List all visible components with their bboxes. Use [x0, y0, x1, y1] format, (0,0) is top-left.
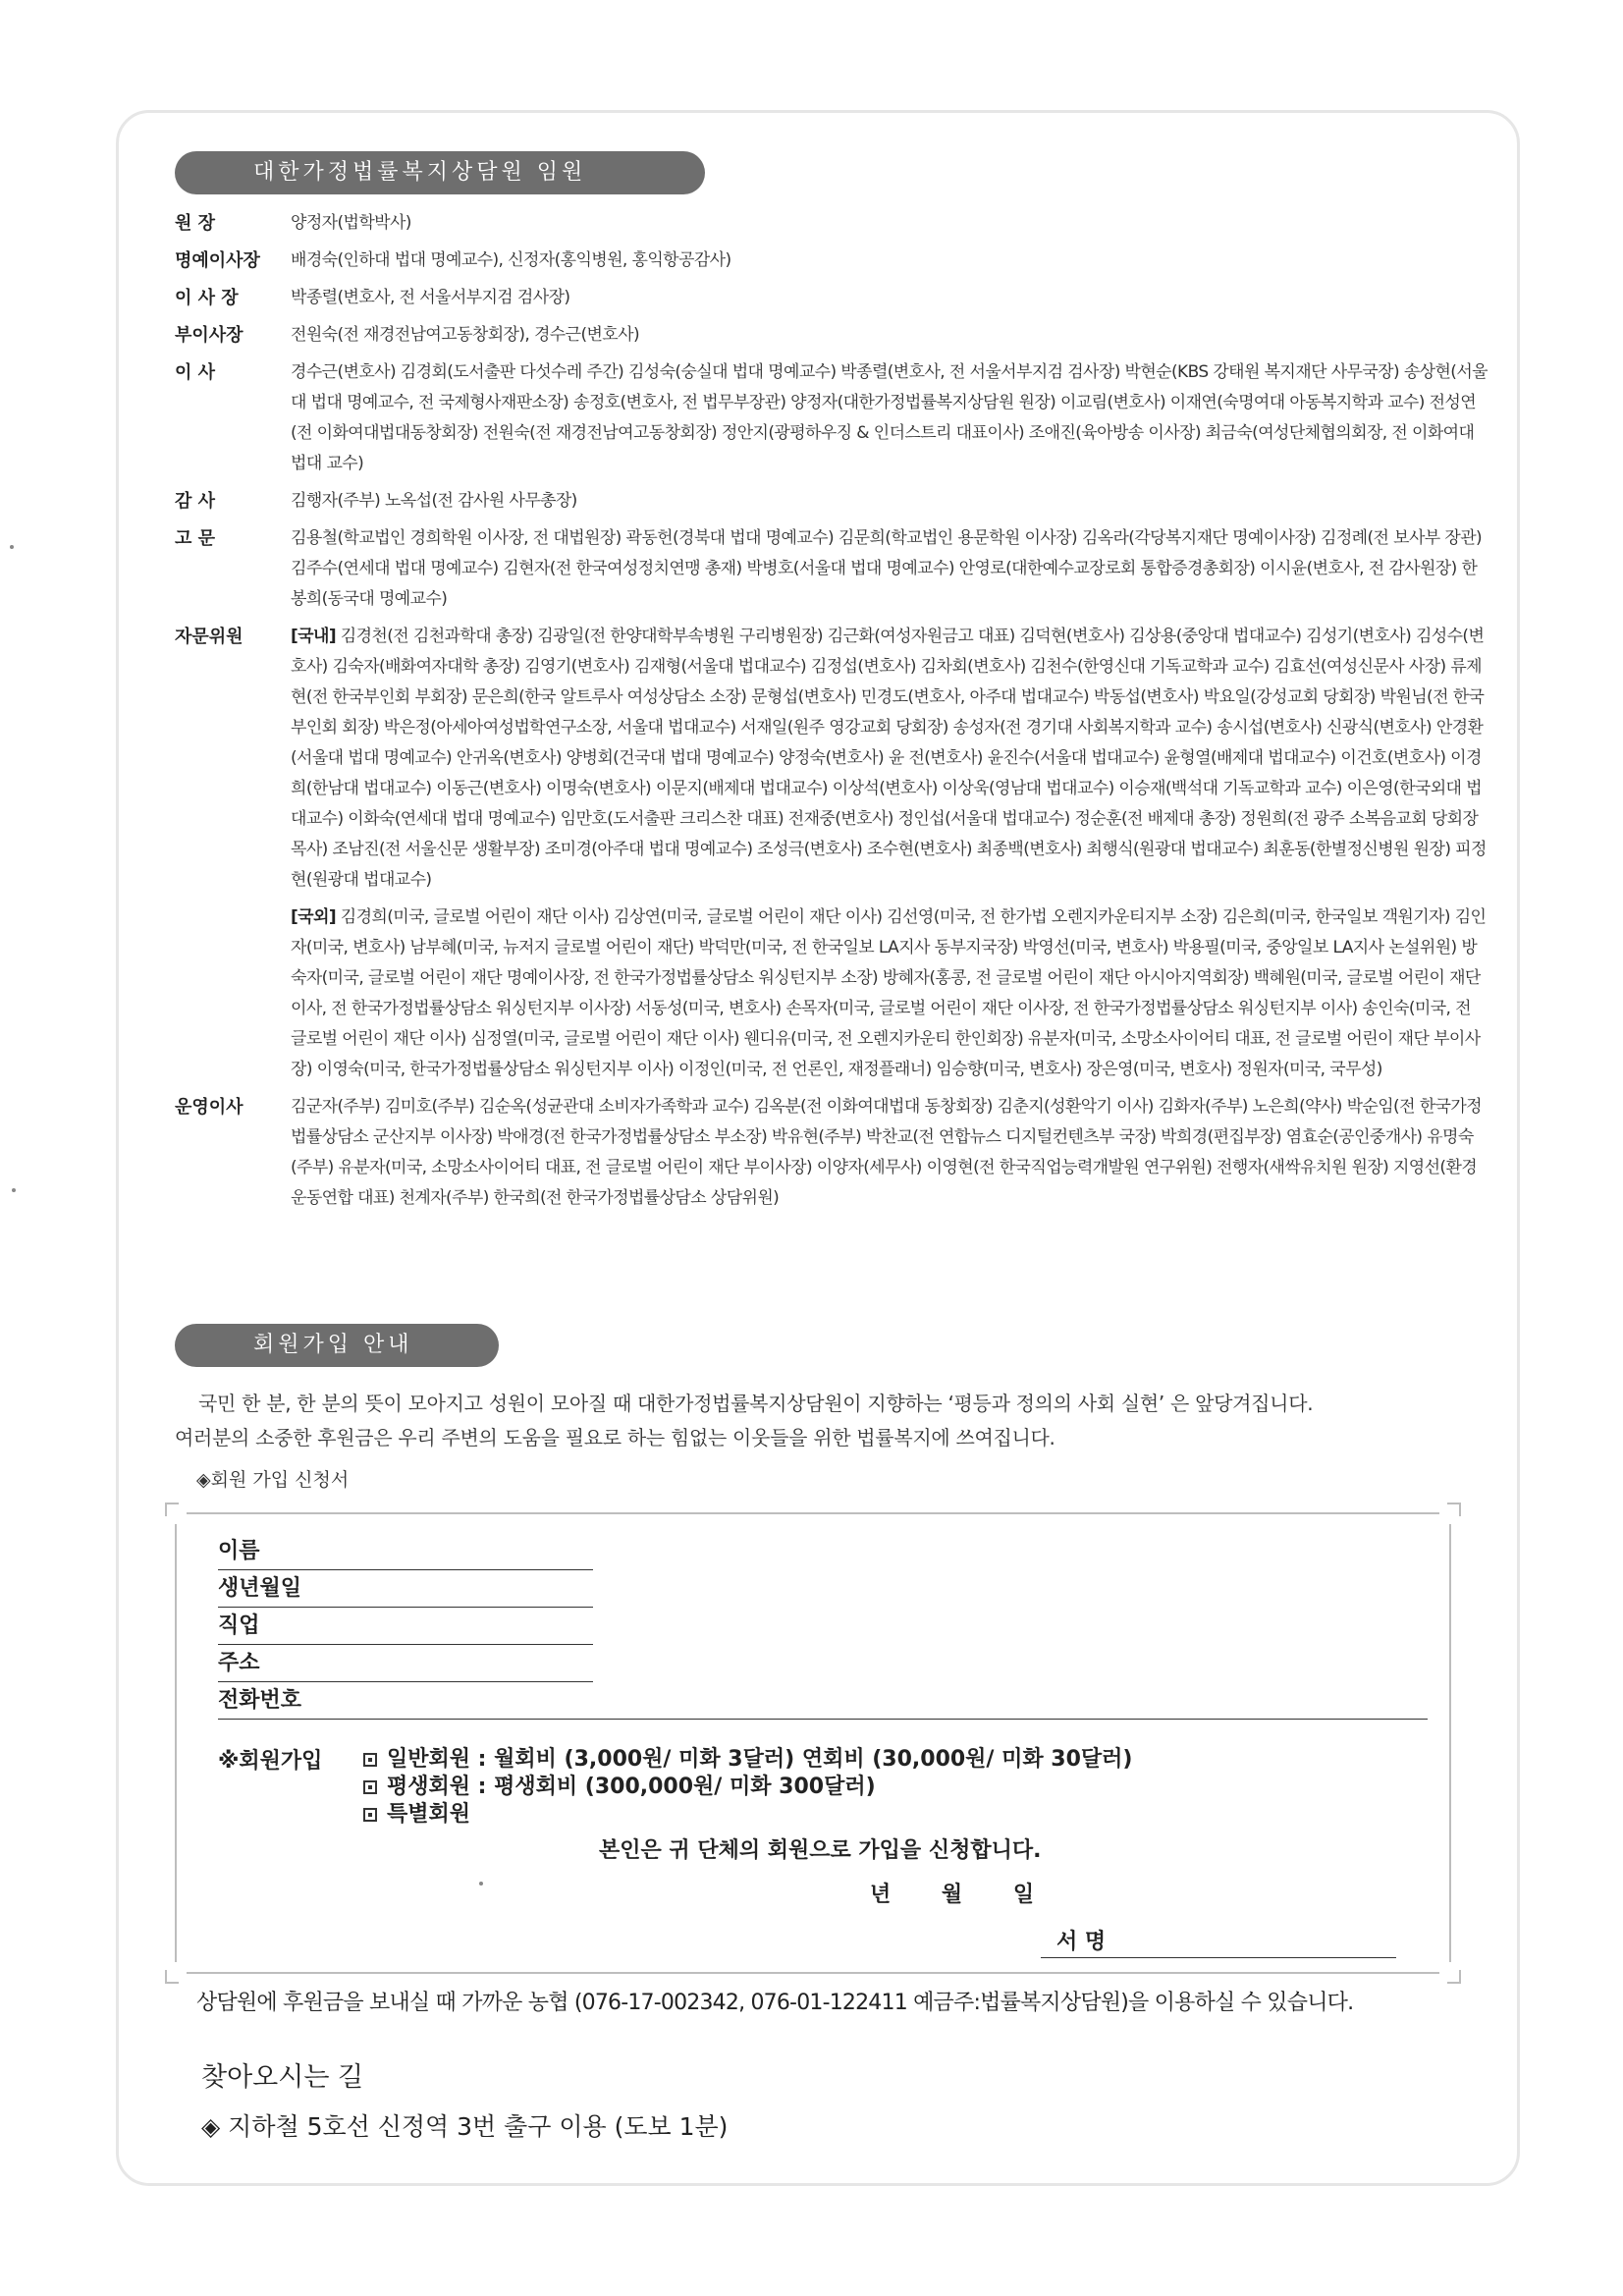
officer-row-chair: [175, 283, 1490, 313]
officer-names: 배경숙(인하대 법대 명예교수), 신정자(홍익병원, 홍익항공감사): [291, 250, 731, 270]
officer-names: 김군자(주부) 김미호(주부) 김순옥(성균관대 소비자가족학과 교수) 김옥분(전 이화여대법대 동창회장) 김춘지(성환악기 이사) 김화자(주부) 노은희(약사) 박순임(전 한국가정법률상담소 군산지부 이사장) 박애경(전 한국가정법률상담소 부소장) 박유현(주부) 박찬교(전 연합뉴스 디지털컨텐츠부 국장) 박희경(편집부장) 염효순(공인중개사) 유명숙(주부) 유분자(미국, 소망소사이어티 대표, 전 글로벌 어린이 재단 부이사장) 이양자(세무사) 이영현(전 한국직업능력개발원 연구위원) 전행자(새싹유치원 원장) 지영선(환경운동연합 대표) 천계자(주부) 한국희(전 한국가정법률상담소 상담위원): [291, 1097, 1483, 1208]
application-statement: 본인은 귀 단체의 회원으로 가입을 신청합니다.: [599, 1838, 1042, 1863]
officer-names: [291, 902, 1490, 1085]
name-field[interactable]: 이름: [218, 1534, 593, 1570]
role-label: 자문위원: [175, 627, 243, 647]
officers-list: [175, 208, 1490, 1221]
role-label: 운영이사: [175, 1097, 243, 1118]
officer-names: 김행자(주부) 노옥섭(전 감사원 사무총장): [291, 491, 577, 511]
directions-title: 찾아오시는 길: [201, 2062, 364, 2093]
role-label: 명예이사장: [175, 250, 260, 271]
overseas-subheading: [국외]: [291, 907, 336, 927]
officers-section-title: 대한가정법률복지상담원 임원: [175, 151, 705, 194]
officer-row-operating-directors: [175, 1092, 1490, 1214]
officer-names: 양정자(법학박사): [291, 213, 411, 233]
scan-speck: [479, 1882, 483, 1886]
officer-names: [291, 622, 1490, 896]
officer-row-auditors: [175, 486, 1490, 517]
role-label: 감 사: [175, 491, 216, 512]
phone-field[interactable]: 전화번호: [218, 1683, 1428, 1720]
membership-intro: [175, 1387, 1490, 1455]
frame-corner: [1439, 1962, 1461, 1984]
birthdate-field[interactable]: 생년월일: [218, 1571, 593, 1608]
intro-line-2: 여러분의 소중한 후원금은 우리 주변의 도움을 필요로 하는 힘없는 이웃들을 위한 법률복지에 쓰여집니다.: [175, 1426, 1055, 1449]
frame-corner: [1439, 1503, 1461, 1524]
checkbox-icon[interactable]: [363, 1808, 377, 1822]
frame-corner: [165, 1962, 187, 1984]
officer-row-advisors: [175, 523, 1490, 615]
date-line[interactable]: 년 월 일: [870, 1883, 1035, 1907]
membership-form: [175, 1512, 1451, 1974]
option-label: 특별회원: [387, 1802, 471, 1827]
role-label: 부이사장: [175, 325, 243, 346]
role-label: 이 사: [175, 362, 216, 383]
occupation-field[interactable]: 직업: [218, 1609, 593, 1645]
officer-row-honorary-chair: [175, 246, 1490, 276]
domestic-names: 김경천(전 김천과학대 총장) 김광일(전 한양대학부속병원 구리병원장) 김근화(여성자원금고 대표) 김덕현(변호사) 김상용(중앙대 법대교수) 김성기(변호사) 김성수(변호사) 김숙자(배화여자대학 총장) 김영기(변호사) 김재형(서울대 법대교수) 김정섭(변호사) 김차회(변호사) 김천수(한영신대 기독교학과 교수) 김효선(여성신문사 사장) 류제현(전 한국부인회 부회장) 문은희(한국 알트루사 여성상담소 소장) 문형섭(변호사) 민경도(변호사, 아주대 법대교수) 박동섭(변호사) 박요일(강성교회 당회장) 박원님(전 한국부인회 회장) 박은정(아세아여성법학연구소장, 서울대 법대교수) 서재일(원주 영강교회 당회장) 송성자(전 경기대 사회복지학과 교수) 송시섭(변호사) 신광식(변호사) 안경환(서울대 법대 명예교수) 안귀옥(변호사) 양병회(건국대 법대 명예교수) 양정숙(변호사) 윤 전(변호사) 윤진수(서울대 법대교수) 윤형열(배제대 법대교수) 이건호(변호사) 이경희(한남대 법대교수) 이동근(변호사) 이명숙(변호사) 이문지(배제대 법대교수) 이상석(변호사) 이상욱(영남대 법대교수) 이승재(백석대 기독교학과 교수) 이은영(한국외대 법대교수) 이화숙(연세대 법대 명예교수) 임만호(도서출판 크리스찬 대표) 전재중(변호사) 정인섭(서울대 법대교수) 정순훈(전 배제대 총장) 정원희(전 광주 소복음교회 당회장 목사) 조남진(전 서울신문 생활부장) 조미경(아주대 법대 명예교수) 조성극(변호사) 조수현(변호사) 최종백(변호사) 최행식(원광대 법대교수) 최훈동(한별정신병원 원장) 피정현(원광대 법대교수): [291, 627, 1487, 890]
membership-type-label: ※회원가입: [218, 1749, 323, 1774]
frame-corner: [165, 1503, 187, 1524]
domestic-subheading: [국내]: [291, 627, 336, 646]
signature-field[interactable]: 서 명: [1041, 1925, 1396, 1958]
option-label: 일반회원 : 월회비 (3,000원/ 미화 3달러) 연회비 (30,000원/ 미화 30달러): [387, 1747, 1133, 1772]
officer-row-vice-chair: [175, 320, 1490, 351]
intro-line-1: 국민 한 분, 한 분의 뜻이 모아지고 성원이 모아질 때 대한가정법률복지상담원이 지향하는 ‘평등과 정의의 사회 실현’ 은 앞당겨집니다.: [198, 1392, 1314, 1415]
option-label: 평생회원 : 평생회비 (300,000원/ 미화 300달러): [387, 1775, 876, 1799]
officer-row-consultants-overseas: [175, 902, 1490, 1085]
bank-account-note: 상담원에 후원금을 보내실 때 가까운 농협 (076-17-002342, 076-01-122411 예금주:법률복지상담원)을 이용하실 수 있습니다.: [196, 1991, 1354, 2015]
role-label: 원 장: [175, 213, 216, 234]
checkbox-icon[interactable]: [363, 1780, 377, 1794]
checkbox-icon[interactable]: [363, 1753, 377, 1767]
officer-names: 경수근(변호사) 김경회(도서출판 다섯수레 주간) 김성숙(숭실대 법대 명예교수) 박종렬(변호사, 전 서울서부지검 검사장) 박현순(KBS 강태원 복지재단 사무국장) 송상현(서울대 법대 명예교수, 전 국제형사재판소장) 송정호(변호사, 전 법무부장관) 양정자(대한가정법률복지상담원 원장) 이교림(변호사) 이재연(숙명여대 아동복지학과 교수) 전성연(전 이화여대법대동창회장) 전원숙(전 재경전남여고동창회장) 정안지(광평하우징 & 인더스트리 대표이사) 조애진(육아방송 이사장) 최금숙(여성단체협의회장, 전 이화여대 법대 교수): [291, 362, 1488, 473]
officer-names: 김용철(학교법인 경희학원 이사장, 전 대법원장) 곽동헌(경북대 법대 명예교수) 김문희(학교법인 용문학원 이사장) 김옥라(각당복지재단 명예이사장) 김정례(전 보사부 장관) 김주수(연세대 법대 명예교수) 김현자(전 한국여성정치연맹 총재) 박병호(서울대 법대 명예교수) 안영로(대한예수교장로회 통합증경총회장) 이시윤(변호사, 전 감사원장) 한봉희(동국대 명예교수): [291, 528, 1483, 609]
role-label: 이 사 장: [175, 288, 239, 308]
officer-row-consultants-domestic: [175, 622, 1490, 896]
scan-speck: [12, 1188, 16, 1192]
scan-speck: [10, 545, 14, 549]
membership-section-title: 회원가입 안내: [175, 1324, 499, 1367]
option-regular-member[interactable]: [363, 1746, 1132, 1774]
officer-names: 전원숙(전 재경전남여고동창회장), 경수근(변호사): [291, 325, 639, 345]
option-lifetime-member[interactable]: [363, 1774, 876, 1801]
address-field[interactable]: 주소: [218, 1646, 593, 1682]
option-special-member[interactable]: [363, 1801, 470, 1829]
overseas-names: 김경희(미국, 글로벌 어린이 재단 이사) 김상연(미국, 글로벌 어린이 재단 이사) 김선영(미국, 전 한가법 오렌지카운티지부 소장) 김은희(미국, 한국일보 객원기자) 김인자(미국, 변호사) 남부혜(미국, 뉴저지 글로벌 어린이 재단) 박덕만(미국, 전 한국일보 LA지사 동부지국장) 박영선(미국, 변호사) 박용필(미국, 중앙일보 LA지사 논설위원) 방숙자(미국, 글로벌 어린이 재단 명예이사장, 전 한국가정법률상담소 워싱턴지부 소장) 방혜자(홍콩, 전 글로벌 어린이 재단 아시아지역회장) 백혜원(미국, 글로벌 어린이 재단 이사, 전 한국가정법률상담소 워싱턴지부 이사장) 서동성(미국, 변호사) 손목자(미국, 글로벌 어린이 재단 이사장, 전 한국가정법률상담소 워싱턴지부 이사) 송인숙(미국, 전 글로벌 어린이 재단 이사) 심정열(미국, 글로벌 어린이 재단 이사) 웬디유(미국, 전 오렌지카운티 한인회장) 유분자(미국, 소망소사이어티 대표, 전 글로벌 어린이 재단 부이사장) 이영숙(미국, 한국가정법률상담소 워싱턴지부 이사) 이정인(미국, 전 언론인, 재정플래너) 임승향(미국, 변호사) 장은영(미국, 변호사) 정원자(미국, 국무성): [291, 907, 1487, 1079]
role-label: 고 문: [175, 528, 216, 549]
officer-row-director: [175, 208, 1490, 239]
form-title: ◈회원 가입 신청서: [196, 1469, 350, 1491]
officer-row-directors: [175, 357, 1490, 479]
officer-names: 박종렬(변호사, 전 서울서부지검 검사장): [291, 288, 570, 307]
directions-text: ◈ 지하철 5호선 신정역 3번 출구 이용 (도보 1분): [201, 2112, 729, 2141]
